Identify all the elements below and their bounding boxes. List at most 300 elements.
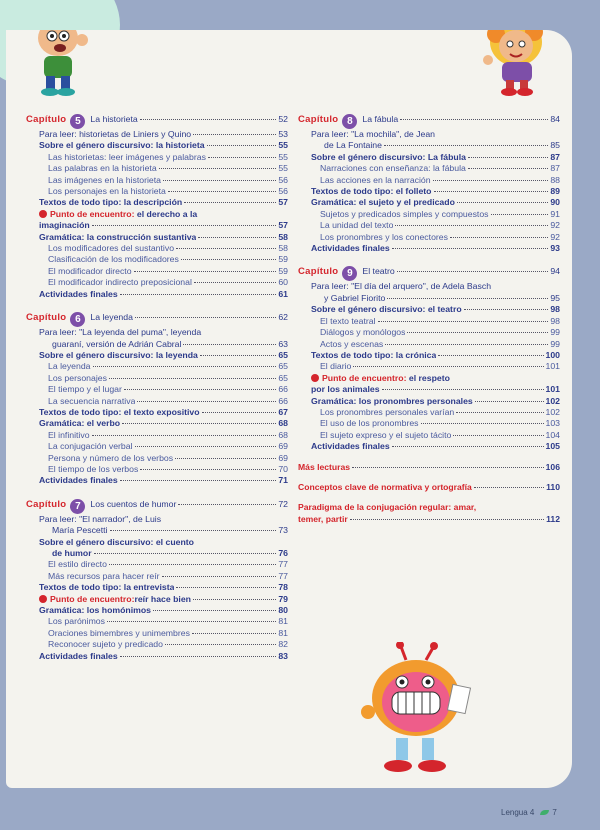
toc-entry[interactable] bbox=[298, 232, 560, 243]
dot-leader bbox=[378, 321, 549, 322]
toc-entry[interactable] bbox=[26, 605, 288, 616]
entry-title: Más recursos para hacer reír bbox=[48, 570, 160, 581]
toc-entry[interactable] bbox=[26, 441, 288, 452]
toc-entry[interactable] bbox=[26, 361, 288, 372]
entry-title: reír hace bien bbox=[134, 593, 191, 604]
toc-entry[interactable] bbox=[298, 327, 560, 338]
entry-title: Sujetos y predicados simples y compuestos bbox=[320, 208, 489, 219]
dot-leader bbox=[474, 487, 544, 488]
dot-leader bbox=[200, 355, 276, 356]
toc-entry[interactable] bbox=[26, 129, 288, 140]
chapter-heading[interactable] bbox=[298, 264, 560, 279]
toc-section[interactable] bbox=[298, 462, 560, 473]
entry-title: Sobre el género discursivo: La fábula bbox=[311, 151, 466, 162]
dot-leader bbox=[140, 119, 277, 120]
dot-leader bbox=[137, 401, 276, 402]
toc-entry[interactable] bbox=[298, 220, 560, 231]
chapter-number-badge: 5 bbox=[70, 114, 85, 129]
section-title: Más lecturas bbox=[298, 461, 351, 472]
entry-title: Textos de todo tipo: la descripción bbox=[39, 197, 183, 208]
dot-leader bbox=[176, 587, 276, 588]
dot-leader bbox=[434, 191, 549, 192]
chapter-number-badge: 7 bbox=[70, 499, 85, 514]
dot-leader bbox=[392, 248, 549, 249]
entry-title: Actos y escenas bbox=[320, 338, 384, 349]
entry-title-line: de La Fontaine bbox=[324, 140, 382, 151]
dot-leader bbox=[92, 435, 277, 436]
leaf-icon bbox=[540, 810, 549, 815]
cartoon-girl-illustration bbox=[476, 30, 554, 100]
toc-entry[interactable] bbox=[26, 616, 288, 627]
entry-title: Gramática: los homónimos bbox=[39, 605, 151, 616]
entry-title: Sobre el género discursivo: la leyenda bbox=[39, 349, 198, 360]
chapter-title: La fábula bbox=[362, 114, 399, 124]
dot-leader bbox=[385, 344, 548, 345]
toc-entry[interactable] bbox=[298, 209, 560, 220]
dot-leader bbox=[184, 202, 276, 203]
chapter-word: Capítulo bbox=[298, 266, 339, 278]
chapter-heading[interactable] bbox=[26, 310, 288, 325]
toc-entry[interactable] bbox=[26, 651, 288, 662]
punto-label: Punto de encuentro: bbox=[50, 593, 135, 604]
entry-title: Sobre el género discursivo: el teatro bbox=[311, 304, 462, 315]
dot-leader bbox=[194, 282, 276, 283]
page-number: 89 bbox=[550, 186, 560, 197]
dot-leader bbox=[120, 480, 277, 481]
page-number: 68 bbox=[278, 429, 288, 440]
page-number: 79 bbox=[278, 593, 288, 604]
dot-leader bbox=[453, 435, 543, 436]
dot-leader bbox=[475, 401, 544, 402]
toc-section[interactable] bbox=[298, 502, 560, 525]
toc-entry[interactable] bbox=[26, 571, 288, 582]
page-number: 99 bbox=[550, 327, 560, 338]
entry-title: El estilo directo bbox=[48, 559, 107, 570]
entry-title-line: Para leer: "La leyenda del puma", leyenda bbox=[39, 327, 202, 338]
page-number: 73 bbox=[278, 525, 288, 536]
punto-de-encuentro-entry[interactable] bbox=[298, 373, 560, 396]
toc-entry[interactable] bbox=[26, 254, 288, 265]
toc-entry[interactable] bbox=[26, 175, 288, 186]
dot-leader bbox=[93, 366, 277, 367]
toc-entry[interactable] bbox=[26, 350, 288, 361]
entry-title-line: Para leer: "El día del arquero", de Adela Basch bbox=[311, 281, 492, 292]
chapter-number-badge: 6 bbox=[70, 312, 85, 327]
toc-entry[interactable] bbox=[298, 304, 560, 315]
page-number: 53 bbox=[278, 129, 288, 139]
page-number: 65 bbox=[278, 372, 288, 383]
chapter-title: La historieta bbox=[90, 114, 138, 124]
toc-entry[interactable] bbox=[26, 140, 288, 151]
entry-title: La conjugación verbal bbox=[48, 441, 133, 452]
chapter-word: Capítulo bbox=[26, 312, 67, 324]
dot-leader bbox=[168, 191, 276, 192]
footer-label: Lengua 4 bbox=[501, 808, 535, 817]
chapter-word: Capítulo bbox=[26, 498, 67, 510]
dot-leader bbox=[192, 633, 276, 634]
toc-entry[interactable] bbox=[26, 232, 288, 243]
page-number: 78 bbox=[278, 582, 288, 593]
dot-leader bbox=[124, 389, 276, 390]
entry-title: Narraciones con enseñanza: la fábula bbox=[320, 163, 466, 174]
toc-entry[interactable] bbox=[26, 373, 288, 384]
dot-leader bbox=[382, 389, 544, 390]
toc-entry[interactable] bbox=[298, 175, 560, 186]
entry-title: El diario bbox=[320, 361, 352, 372]
page-number: 66 bbox=[278, 384, 288, 395]
toc-entry[interactable] bbox=[26, 289, 288, 300]
entry-title: El sujeto expreso y el sujeto tácito bbox=[320, 429, 452, 440]
page-number: 60 bbox=[278, 277, 288, 288]
toc-entry[interactable] bbox=[26, 475, 288, 486]
entry-title: El infinitivo bbox=[48, 429, 90, 440]
dot-leader bbox=[120, 294, 277, 295]
toc-section[interactable] bbox=[298, 482, 560, 493]
page-number: 105 bbox=[545, 441, 560, 452]
entry-title: Diálogos y monólogos bbox=[320, 327, 406, 338]
entry-title: Las acciones en la narración bbox=[320, 174, 431, 185]
toc-entry[interactable] bbox=[26, 384, 288, 395]
entry-title: Los pronombres y los conectores bbox=[320, 231, 448, 242]
toc-right-column bbox=[298, 112, 560, 525]
dot-leader bbox=[159, 168, 277, 169]
entry-title: El tiempo de los verbos bbox=[48, 463, 139, 474]
page-number: 90 bbox=[550, 197, 560, 208]
dot-leader bbox=[352, 467, 544, 468]
dot-leader bbox=[438, 355, 543, 356]
page-number: 81 bbox=[278, 616, 288, 627]
toc-entry[interactable] bbox=[26, 628, 288, 639]
cartoon-monster-illustration bbox=[354, 642, 484, 777]
dot-leader bbox=[491, 214, 549, 215]
page-number: 61 bbox=[278, 288, 288, 299]
entry-title: Clasificación de los modificadores bbox=[48, 254, 179, 265]
dot-leader bbox=[392, 446, 544, 447]
page-number: 58 bbox=[278, 231, 288, 242]
cartoon-boy-illustration bbox=[22, 30, 102, 96]
entry-title: Las imágenes en la historieta bbox=[48, 174, 162, 185]
entry-title-line: María Pescetti bbox=[52, 525, 108, 536]
toc-entry[interactable] bbox=[26, 639, 288, 650]
page-number: 84 bbox=[550, 114, 560, 124]
dot-leader bbox=[384, 145, 548, 146]
entry-title: Los personajes bbox=[48, 372, 107, 383]
page-number: 56 bbox=[278, 174, 288, 185]
chapter-title: La leyenda bbox=[90, 312, 133, 323]
page-number: 72 bbox=[278, 498, 288, 509]
section-title-line: temer, partir bbox=[298, 513, 348, 524]
bullet-dot-icon bbox=[39, 210, 47, 218]
page-number: 87 bbox=[550, 163, 560, 174]
toc-entry[interactable] bbox=[26, 559, 288, 570]
toc-entry[interactable] bbox=[298, 441, 560, 452]
punto-de-encuentro-entry[interactable] bbox=[26, 209, 288, 232]
entry-title: Textos de todo tipo: la crónica bbox=[311, 349, 437, 360]
page-number: 95 bbox=[550, 292, 560, 303]
toc-entry[interactable] bbox=[26, 327, 288, 350]
page-number: 81 bbox=[278, 627, 288, 638]
page-number: 112 bbox=[546, 513, 560, 524]
dot-leader bbox=[468, 157, 548, 158]
chapter-number-badge: 8 bbox=[342, 114, 357, 129]
entry-title: Los parónimos bbox=[48, 616, 105, 627]
punto-de-encuentro-entry[interactable] bbox=[26, 594, 288, 605]
page-number: 104 bbox=[545, 429, 560, 440]
toc-entry[interactable] bbox=[26, 407, 288, 418]
entry-title: El tiempo y el lugar bbox=[48, 384, 122, 395]
toc-entry[interactable] bbox=[298, 197, 560, 208]
toc-entry[interactable] bbox=[298, 418, 560, 429]
entry-title-line: Para leer: "El narrador", de Luis bbox=[39, 513, 162, 524]
entry-title: Gramática: el verbo bbox=[39, 418, 121, 429]
dot-leader bbox=[162, 576, 277, 577]
entry-title: Los modificadores del sustantivo bbox=[48, 243, 175, 254]
toc-entry[interactable] bbox=[26, 453, 288, 464]
toc-entry[interactable] bbox=[298, 407, 560, 418]
entry-title: Textos de todo tipo: el folleto bbox=[311, 186, 432, 197]
toc-entry[interactable] bbox=[26, 266, 288, 277]
dot-leader bbox=[107, 621, 276, 622]
dot-leader bbox=[433, 180, 549, 181]
entry-title-line: Sobre el género discursivo: el cuento bbox=[39, 536, 194, 547]
dot-leader bbox=[163, 180, 276, 181]
dot-leader bbox=[181, 259, 276, 260]
page-number: 92 bbox=[550, 231, 560, 242]
dot-leader bbox=[208, 157, 276, 158]
page-number: 88 bbox=[550, 174, 560, 185]
entry-title: Textos de todo tipo: la entrevista bbox=[39, 582, 175, 593]
dot-leader bbox=[183, 344, 276, 345]
chapter-heading[interactable] bbox=[26, 112, 288, 127]
dot-leader bbox=[468, 168, 548, 169]
chapter-number-badge: 9 bbox=[342, 266, 357, 281]
dot-leader bbox=[464, 309, 549, 310]
dot-leader bbox=[457, 202, 548, 203]
page-number: 59 bbox=[278, 254, 288, 265]
entry-title: Gramática: los pronombres personales bbox=[311, 395, 473, 406]
entry-title: La secuencia narrativa bbox=[48, 395, 136, 406]
entry-title: el derecho a la bbox=[136, 208, 198, 219]
page-number: 91 bbox=[550, 208, 560, 219]
page-number: 69 bbox=[278, 452, 288, 463]
page-number: 83 bbox=[278, 650, 288, 661]
toc-entry[interactable] bbox=[298, 152, 560, 163]
dot-leader bbox=[202, 412, 277, 413]
page-number: 77 bbox=[278, 570, 288, 581]
toc-entry[interactable] bbox=[26, 537, 288, 560]
page-number: 85 bbox=[550, 140, 560, 151]
dot-leader bbox=[110, 530, 277, 531]
page-number: 103 bbox=[545, 418, 560, 429]
toc-entry[interactable] bbox=[298, 350, 560, 361]
dot-leader bbox=[175, 458, 276, 459]
page-number: 98 bbox=[550, 304, 560, 315]
entry-title: Textos de todo tipo: el texto expositivo bbox=[39, 406, 200, 417]
entry-title-line: imaginación bbox=[39, 220, 90, 231]
dot-leader bbox=[135, 446, 277, 447]
entry-title: El modificador indirecto preposicional bbox=[48, 277, 192, 288]
section-title: Conceptos clave de normativa y ortografía bbox=[298, 481, 472, 492]
entry-title: Los pronombres personales varían bbox=[320, 406, 455, 417]
dot-leader bbox=[94, 553, 277, 554]
dot-leader bbox=[178, 504, 276, 505]
entry-title: Las palabras en la historieta bbox=[48, 163, 157, 174]
entry-title: El uso de los pronombres bbox=[320, 418, 419, 429]
page-number: 57 bbox=[278, 197, 288, 208]
entry-title-line: y Gabriel Fiorito bbox=[324, 292, 386, 303]
dot-leader bbox=[207, 145, 277, 146]
page-number: 110 bbox=[546, 481, 560, 492]
dot-leader bbox=[193, 599, 276, 600]
dot-leader bbox=[407, 332, 548, 333]
dot-leader bbox=[135, 317, 276, 318]
entry-title: Actividades finales bbox=[39, 288, 118, 299]
entry-title: Actividades finales bbox=[311, 441, 390, 452]
page-number: 58 bbox=[278, 243, 288, 254]
section-title-line: Paradigma de la conjugación regular: amar, bbox=[298, 502, 477, 513]
toc-left-column bbox=[26, 112, 288, 662]
page-number: 92 bbox=[550, 220, 560, 231]
dot-leader bbox=[193, 134, 276, 135]
entry-title: Los personajes en la historieta bbox=[48, 186, 166, 197]
dot-leader bbox=[153, 610, 276, 611]
page-footer bbox=[501, 808, 560, 817]
page-number: 100 bbox=[545, 349, 560, 360]
entry-title: el respeto bbox=[408, 372, 450, 383]
entry-title: Reconocer sujeto y predicado bbox=[48, 639, 163, 650]
toc-entry[interactable] bbox=[298, 430, 560, 441]
page-number: 98 bbox=[550, 315, 560, 326]
toc-entry[interactable] bbox=[26, 243, 288, 254]
entry-title: Actividades finales bbox=[39, 650, 118, 661]
toc-entry[interactable] bbox=[298, 243, 560, 254]
dot-leader bbox=[421, 423, 544, 424]
entry-title: Gramática: la construcción sustantiva bbox=[39, 231, 197, 242]
toc-entry[interactable] bbox=[298, 281, 560, 304]
page-number: 55 bbox=[278, 140, 288, 151]
toc-entry[interactable] bbox=[26, 163, 288, 174]
page-number: 94 bbox=[550, 266, 560, 277]
page-number: 56 bbox=[278, 186, 288, 197]
entry-title: Sobre el género discursivo: la historieta bbox=[39, 140, 205, 151]
dot-leader bbox=[165, 644, 276, 645]
bullet-dot-icon bbox=[311, 374, 319, 382]
toc-entry[interactable] bbox=[26, 396, 288, 407]
toc-entry[interactable] bbox=[298, 339, 560, 350]
page-number: 66 bbox=[278, 395, 288, 406]
dot-leader bbox=[122, 423, 276, 424]
page-number: 93 bbox=[550, 243, 560, 254]
toc-entry[interactable] bbox=[298, 396, 560, 407]
chapter-word: Capítulo bbox=[298, 114, 339, 125]
entry-title-line: guaraní, versión de Adrián Cabral bbox=[52, 338, 182, 349]
toc-entry[interactable] bbox=[26, 582, 288, 593]
dot-leader bbox=[134, 271, 277, 272]
toc-entry[interactable] bbox=[26, 152, 288, 163]
page-number: 80 bbox=[278, 605, 288, 616]
punto-label: Punto de encuentro: bbox=[50, 208, 135, 219]
dot-leader bbox=[120, 656, 277, 657]
dot-leader bbox=[176, 248, 276, 249]
dot-leader bbox=[92, 225, 277, 226]
dot-leader bbox=[387, 298, 548, 299]
entry-title-line: de humor bbox=[52, 548, 92, 558]
toc-entry[interactable] bbox=[26, 186, 288, 197]
page-number: 52 bbox=[278, 114, 288, 124]
punto-label: Punto de encuentro: bbox=[322, 372, 407, 383]
dot-leader bbox=[450, 237, 548, 238]
entry-title: La leyenda bbox=[48, 361, 91, 372]
page-number: 55 bbox=[278, 151, 288, 162]
toc-entry[interactable] bbox=[298, 361, 560, 372]
entry-title: Las historietas: leer imágenes y palabras bbox=[48, 151, 206, 162]
page-number: 87 bbox=[550, 151, 560, 162]
dot-leader bbox=[198, 237, 276, 238]
page-number: 63 bbox=[278, 338, 288, 349]
entry-title: Actividades finales bbox=[39, 475, 118, 486]
toc-entry[interactable] bbox=[26, 464, 288, 475]
chapter-title: Los cuentos de humor bbox=[90, 498, 177, 509]
toc-page bbox=[6, 30, 572, 788]
page-number: 106 bbox=[545, 461, 560, 472]
toc-entry[interactable] bbox=[26, 277, 288, 288]
page-number: 62 bbox=[278, 312, 288, 323]
toc-entry[interactable] bbox=[298, 186, 560, 197]
entry-title: Oraciones bimembres y unimembres bbox=[48, 627, 190, 638]
toc-entry[interactable] bbox=[26, 514, 288, 537]
dot-leader bbox=[350, 519, 544, 520]
entry-title: Actividades finales bbox=[311, 243, 390, 254]
dot-leader bbox=[109, 378, 276, 379]
page-number: 65 bbox=[278, 361, 288, 372]
page-number: 68 bbox=[278, 418, 288, 429]
toc-entry[interactable] bbox=[26, 418, 288, 429]
page-number: 57 bbox=[278, 220, 288, 231]
dot-leader bbox=[140, 469, 276, 470]
toc-entry[interactable] bbox=[298, 129, 560, 152]
chapter-heading[interactable] bbox=[26, 497, 288, 512]
toc-entry[interactable] bbox=[26, 197, 288, 208]
page-number: 101 bbox=[545, 384, 560, 395]
page-number: 67 bbox=[278, 406, 288, 417]
entry-title: El texto teatral bbox=[320, 315, 376, 326]
page-number: 99 bbox=[550, 338, 560, 349]
page-number: 70 bbox=[278, 463, 288, 474]
page-number: 102 bbox=[545, 406, 560, 417]
page-number: 71 bbox=[278, 475, 288, 486]
page-number: 77 bbox=[278, 559, 288, 570]
page-number: 55 bbox=[278, 163, 288, 174]
chapter-title: El teatro bbox=[362, 266, 395, 277]
toc-entry[interactable] bbox=[298, 316, 560, 327]
entry-title: Persona y número de los verbos bbox=[48, 452, 174, 463]
chapter-heading[interactable] bbox=[298, 112, 560, 127]
entry-title: La unidad del texto bbox=[320, 220, 394, 231]
entry-title-line: Para leer: "La mochila", de Jean bbox=[311, 129, 436, 139]
toc-entry[interactable] bbox=[26, 430, 288, 441]
dot-leader bbox=[397, 271, 549, 272]
page-number: 101 bbox=[545, 361, 560, 372]
dot-leader bbox=[353, 366, 543, 367]
page-number: 76 bbox=[278, 548, 288, 558]
chapter-word: Capítulo bbox=[26, 114, 67, 125]
page-number: 82 bbox=[278, 639, 288, 650]
page-number: 102 bbox=[545, 395, 560, 406]
dot-leader bbox=[109, 564, 276, 565]
page-number: 65 bbox=[278, 349, 288, 360]
toc-entry[interactable] bbox=[298, 163, 560, 174]
dot-leader bbox=[456, 412, 543, 413]
